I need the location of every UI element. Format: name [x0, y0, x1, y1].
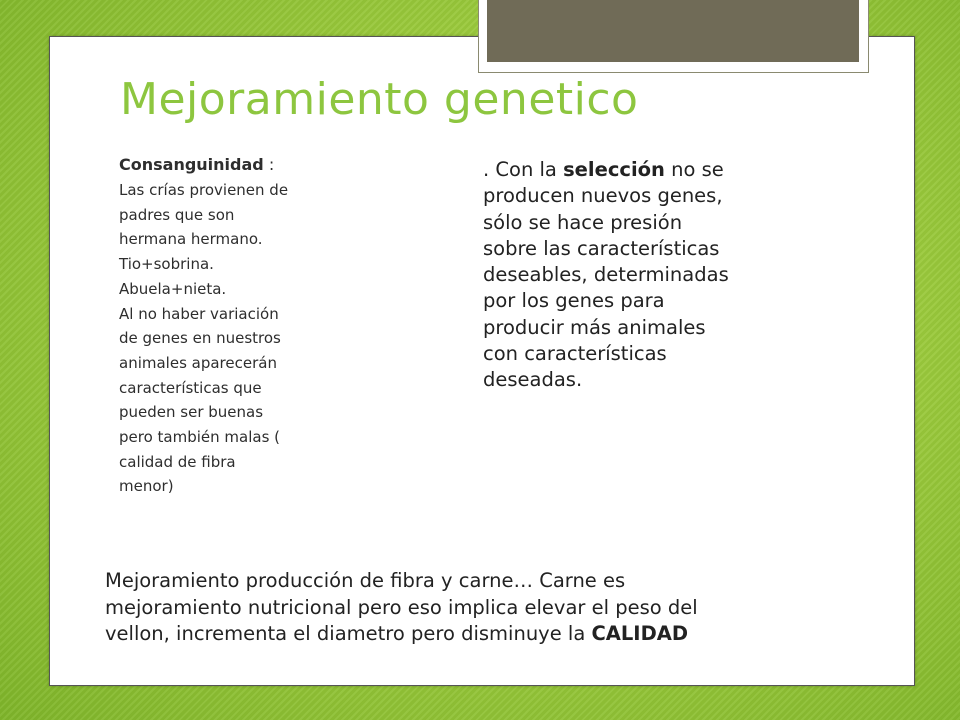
left-body-text: Las crías provienen de padres que son hermana hermano. Tio+sobrina. Abuela+nieta. Al no haber variación de genes en nuestros animales aparecerán características que pueden ser buenas pero también malas ( calidad de fibra menor) [119, 181, 289, 496]
decorative-tab [487, 0, 859, 62]
left-heading [119, 152, 359, 178]
right-body-text: no se producen nuevos genes, sólo se hace presión sobre las características deseables, determinadas por los genes para producir más animales con características deseadas. [483, 158, 729, 392]
right-prefix: . Con la [483, 158, 564, 181]
consanguinidad-heading: Consanguinidad [119, 155, 264, 174]
left-text-column [119, 152, 359, 499]
right-bold-term: selección [563, 158, 665, 181]
bottom-paragraph [105, 568, 825, 648]
heading-suffix: : [263, 155, 275, 174]
bottom-bold-term: CALIDAD [591, 622, 689, 646]
slide-title: Mejoramiento genetico [120, 74, 639, 125]
bottom-body-text: Mejoramiento producción de fibra y carne… Carne es mejoramiento nutricional pero eso implica elevar el peso del vellon, incrementa el diametro pero disminuye la [105, 569, 698, 646]
right-text-column [483, 157, 803, 394]
